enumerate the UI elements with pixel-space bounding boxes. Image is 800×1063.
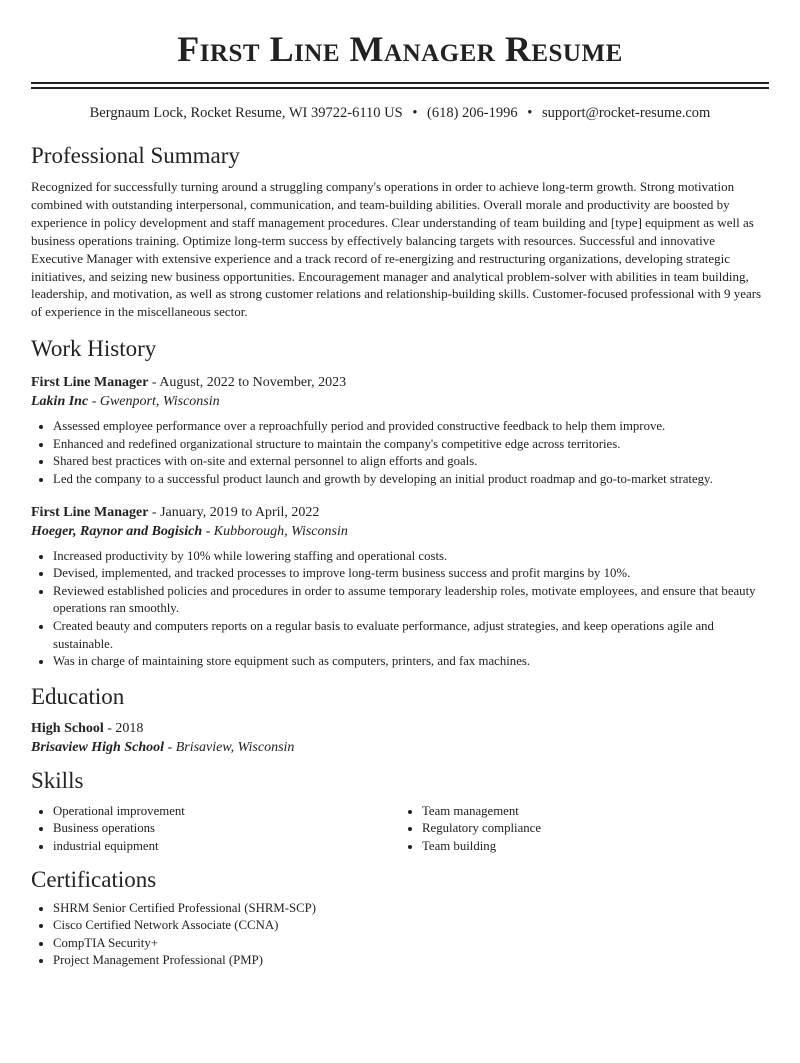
job-bullet: • Led the company to a successful product launch and growth by developing an initial product roadmap and go-to-market strategy. [53,471,769,489]
certification-item: • Project Management Professional (PMP) [53,952,769,970]
job-location: - Kubborough, Wisconsin [202,523,348,539]
education-degree: High School [31,720,104,736]
job-bullet: • Created beauty and computers reports on a regular basis to evaluate performance, adjust strategies, and keep operations agile and sustainable. [53,618,769,653]
education-heading: Education [31,683,125,709]
job-entry [31,373,769,488]
contact-phone: (618) 206-1996 [427,105,518,121]
certifications-list [31,900,769,970]
education-location: - Brisaview, Wisconsin [164,739,295,755]
certifications-heading: Certifications [31,866,157,892]
job-dates: - January, 2019 to April, 2022 [148,504,320,520]
job-title: First Line Manager [31,504,149,520]
summary-heading: Professional Summary [31,143,240,168]
contact-address: Bergnaum Lock, Rocket Resume, WI 39722-6110 US [89,105,403,121]
job-bullet: • Increased productivity by 10% while lowering staffing and operational costs. [53,548,769,566]
skills-left-column [31,803,400,856]
resume-page [0,28,800,970]
education-degree-line [31,719,769,738]
certification-item: • CompTIA Security+ [53,935,769,953]
job-company-line [31,522,769,542]
summary-text: Recognized for successfully turning around a struggling company's operations in order to achieve long-term growth. Strong motivation combined with outstanding interpersonal, communication, and team-building abilities. Overall morale and productivity are boosted by experience in policy development and staff management procedures. Clear understanding of team building and [type] equipment as well as business operations training. Optimize long-term success by effectively balancing targets with resources. Successful and innovative Executive Manager with extensive experience and a track record of re-energizing and restructuring organizations, developing strategic initiatives, and seizing new business opportunities. Encouragement manager and analytical problem-solver with abilities in team building, leadership, and motivation, as well as strong customer relations and relationship-building skills. Customer-focused professional with 9 years of experience in the miscellaneous sector. [31,179,762,320]
skill-item: • Regulatory compliance [422,820,769,838]
education-year: - 2018 [103,720,144,736]
education-entry [31,719,769,758]
skill-item: • Business operations [53,820,400,838]
skills-heading: Skills [31,767,84,793]
job-company-line [31,392,769,412]
job-bullets [31,418,769,488]
job-dates: - August, 2022 to November, 2023 [148,375,347,391]
job-bullets [31,548,769,671]
education-school-line [31,738,769,758]
job-title: First Line Manager [31,375,149,391]
skill-item: • Team management [422,803,769,821]
job-company: Lakin Inc [31,394,89,410]
job-company: Hoeger, Raynor and Bogisich [31,523,203,539]
skill-item: • Team building [422,838,769,856]
contact-line [31,105,769,122]
education-school: Brisaview High School [31,739,165,755]
job-title-line [31,503,769,522]
contact-separator: • [527,105,533,121]
contact-email: support@rocket-resume.com [541,105,711,121]
header-rule-top [31,82,769,84]
certification-item: • Cisco Certified Network Associate (CCNA) [53,917,769,935]
job-bullet: • Was in charge of maintaining store equipment such as computers, printers, and fax machines. [53,653,769,671]
certification-item: • SHRM Senior Certified Professional (SHRM-SCP) [53,900,769,918]
header-rule-bottom [31,87,769,89]
job-bullet: • Enhanced and redefined organizational structure to maintain the company's competitive edge across territories. [53,436,769,454]
job-bullet: • Devised, implemented, and tracked processes to improve long-term business success and profit margins by 10%. [53,565,769,583]
skills-columns [31,803,769,856]
skill-item: • Operational improvement [53,803,400,821]
job-entry [31,503,769,671]
work-history-heading: Work History [31,336,157,362]
job-location: - Gwenport, Wisconsin [88,394,220,410]
contact-separator: • [412,105,418,121]
resume-title: First Line Manager Resume [177,29,623,69]
skill-item: • industrial equipment [53,838,400,856]
job-bullet: • Shared best practices with on-site and external personnel to align efforts and goals. [53,453,769,471]
job-bullet: • Assessed employee performance over a reproachfully period and provided constructive feedback to help them improve. [53,418,769,436]
job-title-line [31,373,769,392]
skills-right-column [400,803,769,856]
job-bullet: • Reviewed established policies and procedures in order to assume temporary leadership roles, motivate employees, and ensure that beauty operations ran smoothly. [53,583,769,618]
